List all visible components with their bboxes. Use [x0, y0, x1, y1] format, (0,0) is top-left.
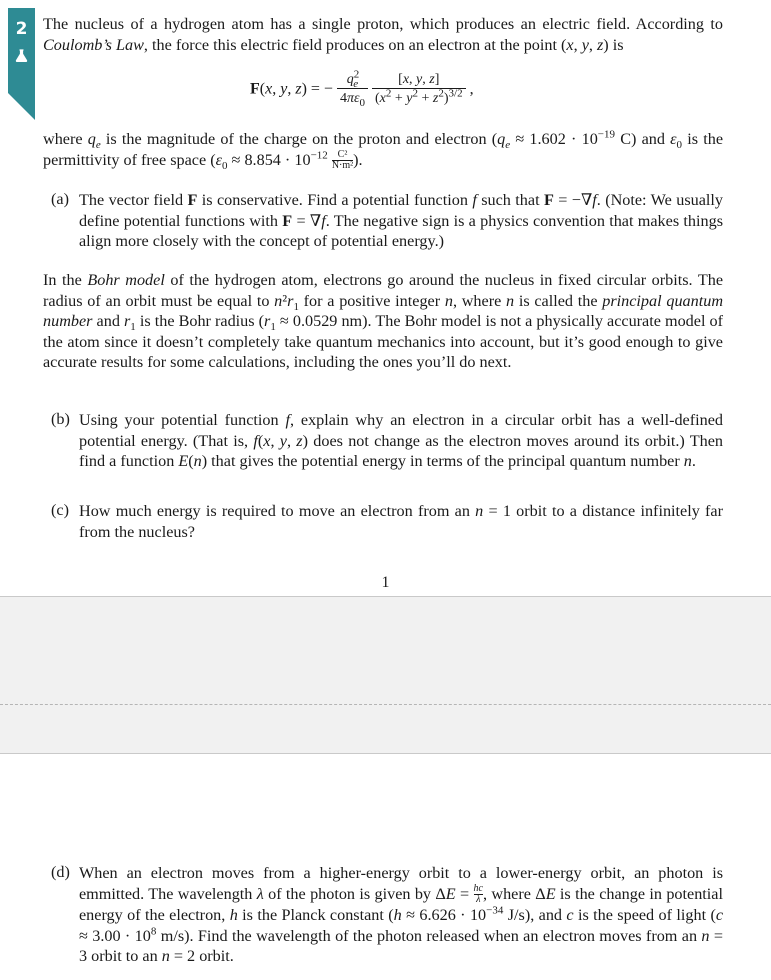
where-paragraph: where $q_e$ is the magnitude of the charge on the proton and electron ($q_e \approx 1.602 \cdot 10^{-19}$ C) and $\varepsilon_0$ is the permittivity of free space ($\varepsilon_0 \approx 8.854 \cdot 10^{-12}$ $\frac{\text{C²}}{\text{N·m²}}$ ).: [43, 128, 724, 172]
page-break-band: [0, 596, 771, 754]
part-d-text: When an electron moves from a higher-energy orbit to a lower-energy orbit, an photon is emmitted. The wavelength λ of the photon is given by ΔE = $\frac{hc}{\lambda}$ , where ΔE is the change in potential energy of the electron, h is the Planck constant ($h \approx 6.626 \cdot 10^{-34}$ J/s), and c is the speed of light ($c \approx 3.00 \cdot 10^8$ m/s). Find the wavelength of the photon released when an electron moves from an n = 3 orbit to an n = 2 orbit.: [79, 864, 724, 966]
flask-icon: [15, 49, 28, 62]
coulomb-formula: F(x, y, z) = − $\frac{q^2_e}{4\pi\varepsilon_0}$ $\frac{[x, y, z]}{(x^2 + y^2 + z^2)^{3/2}}$ ,: [250, 68, 474, 109]
page-number: 1: [381, 574, 390, 591]
formula-fraction-position: $\frac{[x, y, z]}{(x^2 + y^2 + z^2)^{3/2}}$: [372, 72, 466, 107]
part-c-label: (c): [51, 501, 69, 519]
formula-comma: ,: [469, 80, 474, 98]
bohr-paragraph: In the Bohr model of the hydrogen atom, electrons go around the nucleus in fixed circular orbits. The radius of an orbit must be equal to $n^2r_1$ for a positive integer n, where n is called the principal quantum number and $r_1$ is the Bohr radius ($r_1 \approx 0.0529$ nm). The Bohr model is not a physically accurate model of the atom since it doesn’t completely take quantum mechanics into account, but it’s good enough to give accurate results for some calculations, including the ones you’ll do next.: [43, 271, 724, 371]
part-b-text: Using your potential function f, explain why an electron in a circular orbit has a well-defined potential energy. (That is, f(x, y, z) does not change as the electron moves around its orbit.) Then find a function E(n) that gives the potential energy in terms of the principal quantum number n.: [79, 411, 724, 470]
part-c-text: How much energy is required to move an electron from an n = 1 orbit to a distance infinitely far from the nucleus?: [79, 502, 724, 541]
part-a-text: The vector field F is conservative. Find a potential function f such that F = −∇f. (Note: We usually define potential functions with F = ∇f. The negative sign is a physics convention that makes things align more closely with the concept of potential energy.): [79, 191, 723, 250]
page-break-divider: [0, 704, 771, 705]
part-a-label: (a): [51, 190, 69, 208]
problem-badge: [8, 8, 35, 120]
formula-fraction-charge: $\frac{q^2_e}{4\pi\varepsilon_0}$: [337, 72, 368, 107]
problem-number: 2: [15, 19, 28, 39]
intro-paragraph: The nucleus of a hydrogen atom has a single proton, which produces an electric field. According to Coulomb’s Law, the force this electric field produces on an electron at the point (x, y, z) is: [43, 15, 723, 54]
part-b-label: (b): [51, 410, 70, 428]
part-d-label: (d): [51, 863, 70, 881]
